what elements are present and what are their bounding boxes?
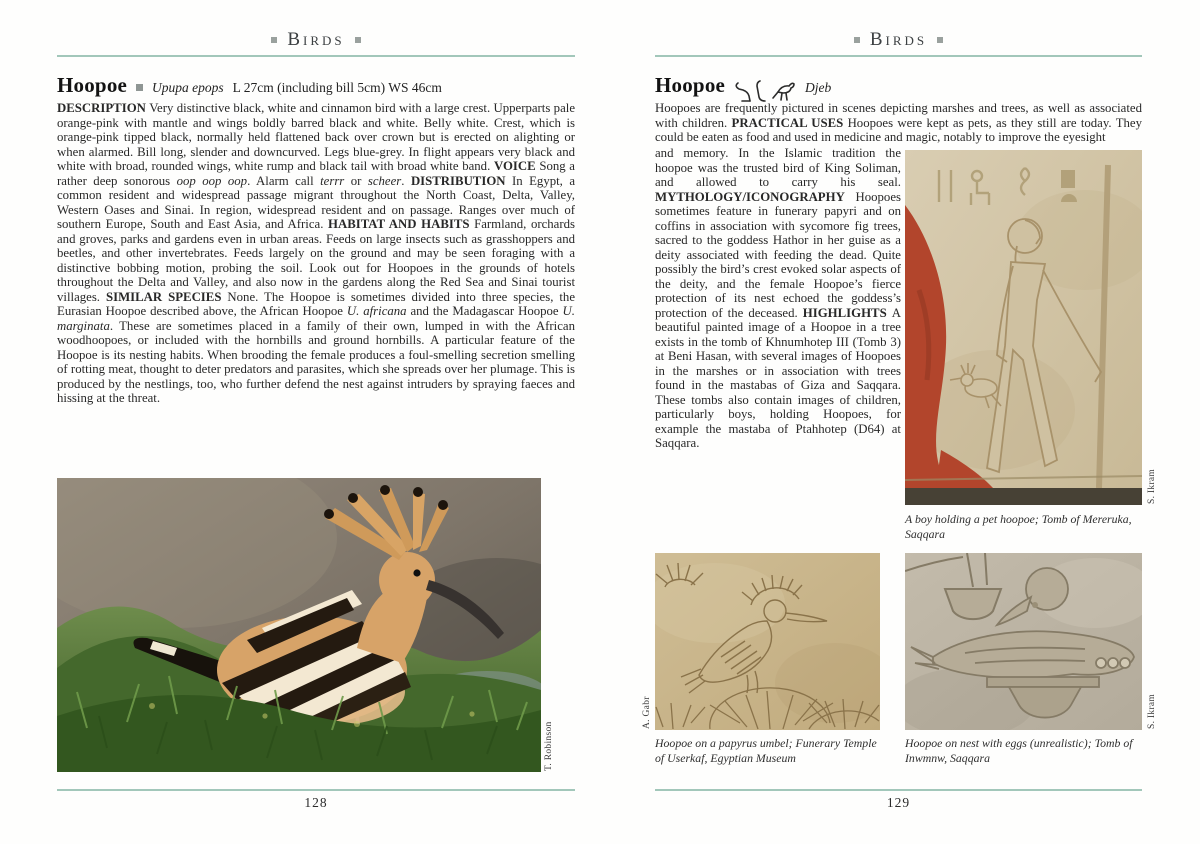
left-top-rule	[57, 55, 575, 57]
image-credit: S. Ikram	[1147, 468, 1157, 504]
image-credit: A. Gabr	[642, 696, 652, 729]
species-title: Hoopoe	[57, 73, 128, 97]
right-species-title-row	[655, 73, 1142, 103]
image-credit: S. Ikram	[1147, 693, 1157, 729]
left-running-head	[57, 29, 575, 51]
species-account-text: DESCRIPTION Very distinctive black, white and cinnamon bird with a large crest. Upperparts pale orange-pink with mantle and wings boldly barred black and white. Belly white. Crest, which is orange-pink tipped black, normally held flattened back over crown but is erected on alighting or when alarmed. Bill long, slender and downcurved. Legs blue-grey. In flight appears very black and white with broad, rounded wings, white rump and black tail with broad white band. VOICE Song a rather deep sonorous oop oop oop. Alarm call terrr or scheer. DISTRIBUTION In Egypt, a common resident and widespread passage migrant throughout the North Coast, Delta, Valley, Western Oases and Sinai. In region, widespread resident and on passage. Ranges over much of southern Europe, South and East Asia, and Africa. HABITAT AND HABITS Farmland, orchards and groves, parks and gardens even in urban areas. Feeds on large insects such as grasshoppers and beetles, and other invertebrates. Feeds largely on the ground and may be seen foraging with a distinctive bobbing motion, probing the soil. Look out for Hoopoes in the grounds of hotels throughout the Delta and Valley, and also now in the gardens along the Red Sea and Sinai tourist villages. SIMILAR SPECIES None. The Hoopoe is sometimes divided into three species, the Eurasian Hoopoe described above, the African Hoopoe U. africana and the Madagascar Hoopoe U. marginata. These are sometimes placed in a family of their own, lumped in with the African woodhoopoes, or included with the hornbills and ground hornbills. A particular feature of the Hoopoe is its nesting habits. When brooding the female produces a foul-smelling secretion smelling of rotting meat, thought to deter predators and parasites, which she spreads over her plumage. This is produced by the nestlings, too, who further defend the nest against intruders by spraying faeces and hissing at the threat.	[57, 101, 575, 405]
scientific-name: Upupa epops	[152, 80, 224, 95]
relief-hoopoe-on-nest	[905, 553, 1142, 730]
square-ornament-icon	[271, 37, 277, 43]
left-species-title-row	[57, 73, 575, 98]
image-caption: A boy holding a pet hoopoe; Tomb of Mereruka, Saqqara	[905, 512, 1132, 541]
square-ornament-icon	[937, 37, 943, 43]
hoopoe-photo	[57, 478, 541, 772]
running-head-label: Birds	[287, 29, 345, 50]
relief-boy-with-hoopoe	[905, 150, 1142, 505]
page-number-left: 128	[304, 795, 328, 810]
running-head-label: Birds	[869, 29, 928, 50]
left-bottom-rule	[57, 789, 575, 791]
image-caption: Hoopoe on nest with eggs (unrealistic); Tomb of Inwmnw, Saqqara	[905, 736, 1133, 765]
square-ornament-icon	[136, 84, 143, 91]
egyptology-intro-text: Hoopoes are frequently pictured in scenes depicting marshes and trees, as well as associated with children. PRACTICAL USES Hoopoes were kept as pets, as they still are today. They could be eaten as food and used in medicine and magic, notably to improve the eyesight	[655, 101, 1143, 144]
relief-hoopoe-on-papyrus	[655, 553, 880, 730]
image-caption: Hoopoe on a papyrus umbel; Funerary Temple of Userkaf, Egyptian Museum	[655, 736, 877, 765]
photo-credit: T. Robinson	[544, 721, 554, 771]
right-running-head	[655, 29, 1142, 51]
square-ornament-icon	[854, 37, 860, 43]
species-title: Hoopoe	[655, 73, 726, 97]
page-number-right: 129	[886, 795, 911, 810]
measurements: L 27cm (including bill 5cm) WS 46cm	[232, 80, 442, 95]
transliteration: Djeb	[805, 80, 832, 95]
right-bottom-rule	[655, 789, 1142, 791]
right-top-rule	[655, 55, 1142, 57]
square-ornament-icon	[355, 37, 361, 43]
hieroglyph-djeb-icon	[734, 79, 796, 103]
egyptology-wrapped-text: and memory. In the Islamic tradition the hoopoe was the trusted bird of King Soliman, and allowed to carry his seal. MYTHOLOGY/ICONOGRAPHY Hoopoes sometimes feature in funerary papyri and on coffins in association with sycomore fig trees, sacred to the goddess Hathor in her guise as a deity associated with feeding the dead. Quite possibly the bird’s crest evoked solar aspects of the deity, and the female Hoopoe’s fierce protection of its nest echoed the goddess’s protection of the deceased. HIGHLIGHTS A beautiful painted image of a Hoopoe in a tree exists in the tomb of Khnumhotep III (Tomb 3) at Beni Hasan, with several images of Hoopoes in the marshes or in association with trees found in the mastabas of Giza and Saqqara. These tombs also contain images of children, particularly boys, holding Hoopoes, for example the mastaba of Ptahhotep (D64) at Saqqara.	[655, 146, 901, 450]
